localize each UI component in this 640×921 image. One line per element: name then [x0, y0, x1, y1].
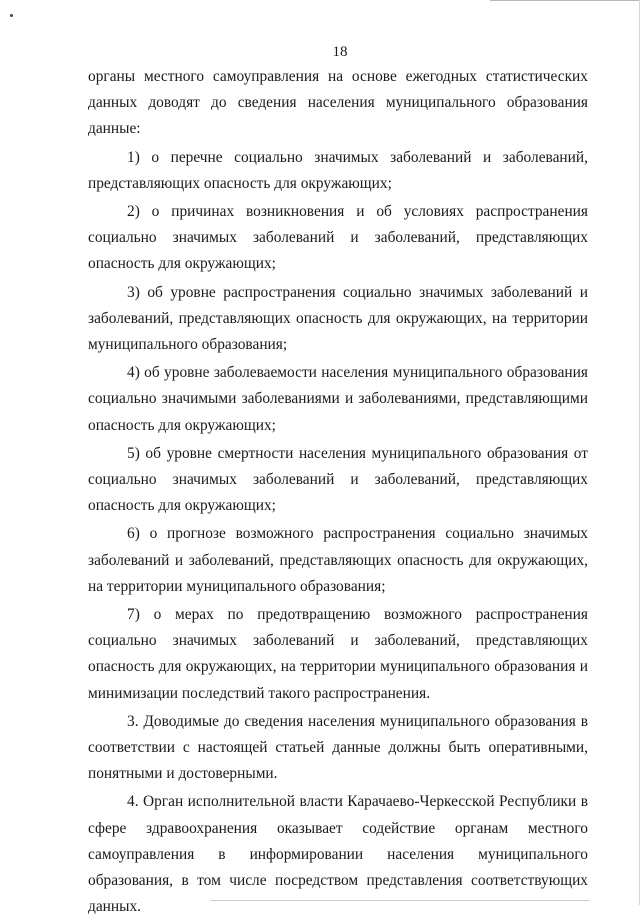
list-item-3: 3) об уровне распространения социально значимых заболеваний и заболеваний, представляющих опасность для окружающих, на территории муниципального образования;	[88, 283, 588, 354]
list-item-6: 6) о прогнозе возможного распространения социально значимых заболеваний и заболеваний, представляющих опасность для окружающих, на территории муниципального образования;	[88, 525, 588, 595]
paragraph-intro: органы местного самоуправления на основе ежегодных статистических данных доводят до сведения населения муниципального образования данные:	[88, 68, 588, 138]
scan-edge-top	[490, 0, 640, 1]
list-item-4: 4) об уровне заболеваемости населения муниципального образования социально значимыми заболеваниями и заболеваниями, представляющими опасность для окружающих;	[88, 364, 588, 434]
document-body	[88, 64, 588, 921]
list-item-7: 7) о мерах по предотвращению возможного распространения социально значимых заболеваний и заболеваний, представляющих опасность для окружающих, на территории муниципального образования и минимизации последствий такого распространения.	[88, 606, 588, 702]
scan-speck	[10, 14, 13, 17]
clause-4: 4. Орган исполнительной власти Карачаево-Черкесской Республики в сфере здравоохранения оказывает содействие органам местного самоуправления в информировании населения муниципального образования, в том числе посредством представления соответствующих данных.	[88, 793, 588, 916]
page-number: 18	[332, 44, 348, 60]
list-item-1: 1) о перечне социально значимых заболеваний и заболеваний, представляющих опасность для окружающих;	[88, 148, 588, 192]
list-item-2: 2) о причинах возникновения и об условиях распространения социально значимых заболеваний и заболеваний, представляющих опасность для окружающих;	[88, 203, 588, 273]
list-item-5: 5) об уровне смертности населения муниципального образования от социально значимых заболеваний и заболеваний, представляющих опасность для окружающих;	[88, 444, 588, 515]
clause-3: 3. Доводимые до сведения населения муниципального образования в соответствии с настоящей статьей данные должны быть оперативными, понятными и достоверными.	[88, 712, 588, 783]
